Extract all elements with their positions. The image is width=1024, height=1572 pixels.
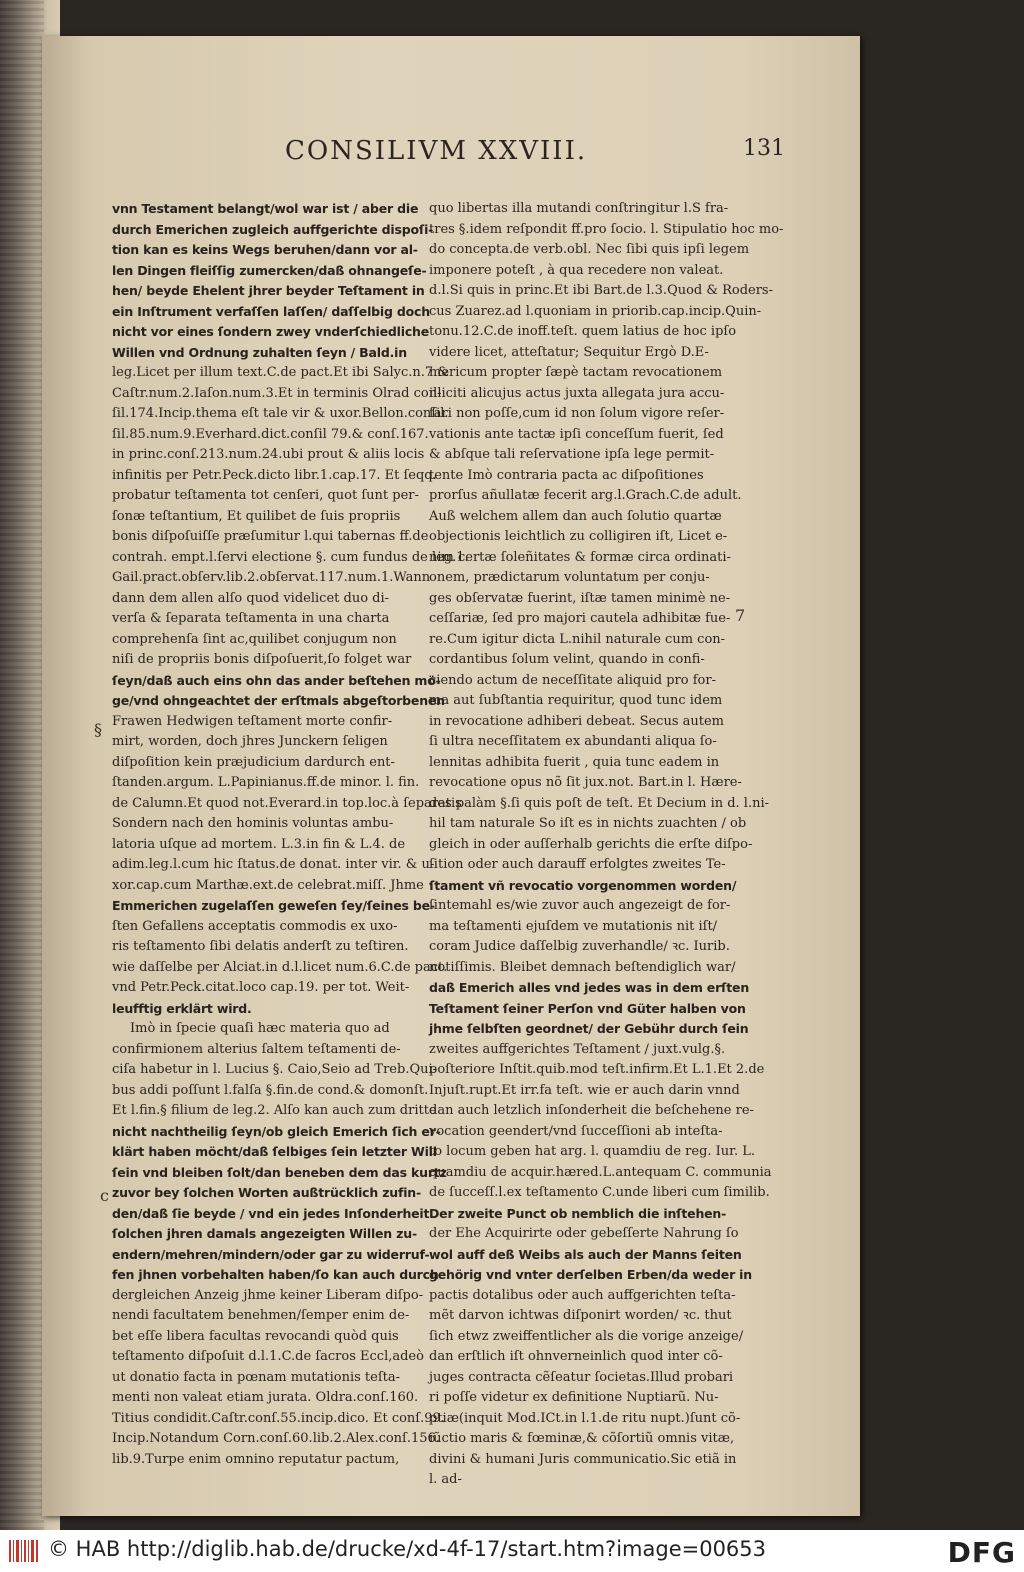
text-line: ris teſtamento ſibi delatis anderſt zu teſtiren. <box>112 939 409 954</box>
text-line: vationis ante tactæ ipſi conceſſum fuerit, ſed <box>429 426 724 442</box>
text-line: tonu.12.C.de inoff.teſt. quem latius de hoc ipſo <box>429 324 737 339</box>
text-line: cus Zuarez.ad l.quoniam in priorib.cap.incip.Quin- <box>429 303 762 319</box>
text-line: revocatione opus nõ ſit jux.not. Bart.in l. Hære- <box>429 775 742 790</box>
margin-note: § <box>94 720 102 739</box>
text-line: ſari non poſſe,cum id non ſolum vigore reſer- <box>429 406 725 421</box>
text-line: Titius condidit.Caſtr.conſ.55.incip.dico. Et conſ.99. <box>112 1410 445 1426</box>
text-line: ſein vnd bleiben ſolt/dan beneben dem das kurtz <box>112 1164 447 1180</box>
text-line: lennitas adhibita fuerit , quia tunc eadem in <box>429 754 720 770</box>
text-line: Injuſt.rupt.Et irr.fa teſt. wie er auch darin vnnd <box>429 1082 740 1098</box>
text-line: der Ehe Acquirirte oder gebeſſerte Nahrung ſo <box>429 1226 739 1241</box>
text-line: probatur teſtamenta tot cenſeri, quot ſunt per- <box>112 488 419 503</box>
text-line: bonis diſpoſuiſſe præſumitur l.qui tabernas ff.de <box>112 529 429 544</box>
text-line: imponere poteſt , à qua recedere non valeat. <box>429 262 724 278</box>
text-line: leufftig erklärt wird. <box>112 1000 252 1016</box>
text-line: nendi facultatem benehmen/ſemper enim de- <box>112 1308 410 1323</box>
text-line: ſil.85.num.9.Everhard.dict.conſil 79.& conſ.167. <box>112 426 429 442</box>
text-line: l. ad- <box>429 1472 462 1487</box>
text-line: ge/vnd ohngeachtet der erſtmals abgeſtorbenen <box>112 693 445 708</box>
text-line: Willen vnd Ordnung zuhalten ſeyn / Bald.in <box>112 344 407 360</box>
text-line: ciſa habetur in l. Lucius §. Caio,Seio ad Treb.Qui- <box>112 1062 438 1077</box>
text-line: Caſtr.num.2.Iaſon.num.3.Et in terminis Olrad con- <box>112 385 442 401</box>
text-line: quamdiu de acquir.hæred.L.antequam C. communia <box>429 1164 772 1180</box>
text-line: ceſſariæ, ſed pro majori cautela adhibitæ fue- <box>429 611 731 626</box>
dfg-logo: DFG <box>947 1536 1016 1569</box>
text-line: vocation geendert/vnd ſucceſſioni ab inteſta- <box>429 1123 723 1139</box>
barcode-icon <box>8 1538 40 1564</box>
book-page <box>42 36 860 1516</box>
text-line: juges contracta cẽſeatur ſocietas.Illud probari <box>429 1369 734 1385</box>
text-line: ſil.174.Incip.thema eſt tale vir & uxor.Bellon.conſil. <box>112 406 449 421</box>
text-line: ri poſſe videtur ex definitione Nuptiarũ. Nu- <box>429 1390 719 1405</box>
text-line: ciendo actum de neceſſitate aliquid pro for- <box>429 672 716 688</box>
text-line: contrah. empt.l.ſervi electione §. cum fundus de leg.1. <box>112 549 469 565</box>
text-line: tente Imò contraria pacta ac diſpoſitiones <box>429 467 704 483</box>
text-line: coram Judice daſſelbig zuverhandle/ ꝛc. Iurib. <box>429 939 730 954</box>
text-line: objectionis leichtlich zu colligiren iſt, Licet e- <box>429 529 728 544</box>
text-line: Teſtament ſeiner Perſon vnd Güter halben von <box>429 1000 746 1016</box>
text-line: ſition oder auch darauff erfolgtes zweites Te- <box>429 857 726 872</box>
text-line: Imò in ſpecie quaſi hæc materia quo ad <box>130 1021 390 1036</box>
text-line: tres §.idem reſpondit ff.pro ſocio. l. Stipulatio hoc mo- <box>429 221 784 237</box>
text-line: ſten Gefallens acceptatis commodis ex uxo- <box>112 918 398 934</box>
text-line: niſi de propriis bonis diſpoſuerit,ſo folget war <box>112 652 412 667</box>
text-line: videre licet, atteſtatur; Sequitur Ergò D.E- <box>429 344 709 360</box>
text-line: confirmionem alterius ſaltem teſtamenti de- <box>112 1041 401 1057</box>
text-line: lib.9.Turpe enim omnino reputatur pactum, <box>112 1451 400 1467</box>
text-line: de Calumn.Et quod not.Everard.in top.loc.à ſeparatis <box>112 795 462 811</box>
margin-note: 7 <box>735 606 746 625</box>
text-line: vnd Petr.Peck.citat.loco cap.19. per tot. Weit- <box>112 980 410 995</box>
text-line: wol auff deß Weibs als auch der Manns ſeiten <box>429 1246 742 1262</box>
running-head-title: CONSILIVM XXVIII. <box>285 136 588 166</box>
text-line: ſolchen jhren damals angezeigten Willen zu- <box>112 1226 417 1241</box>
text-line: adim.leg.l.cum hic ſtatus.de donat. inter vir. & u- <box>112 857 435 872</box>
text-line: Sondern nach den hominis voluntas ambu- <box>112 816 394 831</box>
text-line: mẽt darvon ichtwas diſponirt worden/ ꝛc. thut <box>429 1308 732 1323</box>
text-line: gehörig vnd vnter derſelben Erben/da weder in <box>429 1267 752 1282</box>
text-line: bet eſſe libera facultas revocandi quòd quis <box>112 1328 399 1344</box>
text-line: zuvor bey ſolchen Worten außtrücklich zufin- <box>112 1185 421 1200</box>
text-line: poſteriore Inſtit.quib.mod teſt.infirm.Et L.1.Et 2.de <box>429 1062 765 1077</box>
text-line: dann dem allen alſo quod videlicet duo di- <box>112 590 390 606</box>
text-line: hen/ beyde Ehelent jhrer beyder Teſtament in <box>112 283 425 298</box>
text-line: zweites auffgerichtes Teſtament / juxt.vulg.§. <box>429 1041 726 1057</box>
text-line: ſintemahl es/wie zuvor auch angezeigt de for- <box>429 898 731 913</box>
text-line: ſonæ teſtantium, Et quilibet de ſuis propriis <box>112 508 401 524</box>
text-line: hil tam naturale So iſt es in nichts zuachten / ob <box>429 816 747 831</box>
text-line: dan auch letzlich inſonderheit die beſchehene re- <box>429 1103 754 1118</box>
text-line: ſeyn/daß auch eins ohn das ander beſtehen mö- <box>112 672 441 688</box>
margin-note: c <box>100 1186 109 1205</box>
text-line: Gail.pract.obſerv.lib.2.obſervat.117.num.1.Wann <box>112 570 431 585</box>
text-line: ma aut ſubſtantia requiritur, quod tunc idem <box>429 693 723 708</box>
text-line: re.Cum igitur dicta L.nihil naturale cum con- <box>429 631 726 647</box>
text-line: ſi ultra neceſſitatem ex abundanti aliqua ſo- <box>429 734 717 749</box>
right-text-column <box>429 199 784 1491</box>
text-line: notiſſimis. Bleibet demnach beſtendiglich war/ <box>429 959 736 975</box>
text-line: ein Inſtrument verfaſſen laſſen/ daſſelbig doch <box>112 303 430 319</box>
text-line: dergleichen Anzeig jhme keiner Liberam diſpo- <box>112 1287 424 1303</box>
text-line: diſpoſition kein præjudicium dardurch ent- <box>112 754 395 770</box>
text-line: onem, prædictarum voluntatum per conju- <box>429 570 710 585</box>
text-line: ſich etwz zweiffentlicher als die vorige anzeige/ <box>429 1328 744 1344</box>
text-line: des palàm §.ſi quis poſt de teſt. Et Decium in d. l.ni- <box>429 795 770 811</box>
text-line: Et l.fin.§ filium de leg.2. Alſo kan auch zum dritte <box>112 1103 437 1118</box>
text-line: d.l.Si quis in princ.Et ibi Bart.de l.3.Quod & Roders- <box>429 283 773 298</box>
text-line: ſtament vñ revocatio vorgenommen worden/ <box>429 877 737 893</box>
text-line: comprehenſa ſint ac,quilibet conjugum non <box>112 631 397 647</box>
text-line: daß Emerich alles vnd jedes was in dem erſten <box>429 980 750 995</box>
text-line: ges obſervatæ fuerint, iſtæ tamen minimè ne- <box>429 590 731 606</box>
text-line: ptiæ(inquit Mod.ICt.in l.1.de ritu nupt.)ſunt cõ- <box>429 1410 741 1426</box>
text-line: Emmerichen zugelaſſen geweſen ſey/ſeines be- <box>112 898 435 913</box>
text-line: nim certæ ſoleñitates & formæ circa ordinati- <box>429 549 731 565</box>
text-line: leg.Licet per illum text.C.de pact.Et ibi Salyc.n.7.& <box>112 365 449 380</box>
text-line: illiciti alicujus actus juxta allegata jura accu- <box>429 385 725 401</box>
copyright-url[interactable]: © HAB http://diglib.hab.de/drucke/xd-4f-17/start.htm?image=00653 <box>48 1537 767 1561</box>
previous-page-edge <box>0 0 44 1530</box>
text-line: in princ.conſ.213.num.24.ubi prout & aliis locis <box>112 447 425 462</box>
running-head <box>285 136 785 166</box>
text-line: ſtanden.argum. L.Papinianus.ff.de minor. l. fin. <box>112 775 420 790</box>
left-text-column <box>112 199 469 1470</box>
text-line: Frawen Hedwigen teſtament morte confir- <box>112 713 393 729</box>
text-line: den/daß ſie beyde / vnd ein jedes Inſonderheit <box>112 1205 430 1221</box>
text-line: gleich in oder auſſerhalb gerichts die erſte diſpo- <box>429 836 753 852</box>
text-line: mericum propter ſæpè tactam revocationem <box>429 365 723 380</box>
footer-bar <box>0 1530 1024 1572</box>
text-line: vnn Testament belangt/wol war ist / aber die <box>112 201 419 216</box>
text-line: iũctio maris & fœminæ,& cõſortiũ omnis vitæ, <box>429 1431 735 1446</box>
text-line: Auß welchem allem dan auch ſolutio quartæ <box>429 508 722 524</box>
text-line: & abſque tali reſervatione ipſa lege permit- <box>429 447 715 462</box>
text-line: latoria uſque ad mortem. L.3.in fin & L.4. de <box>112 836 406 852</box>
text-line: cordantibus ſolum velint, quando in confi- <box>429 652 705 667</box>
text-line: tion kan es keins Wegs beruhen/dann vor al- <box>112 242 418 257</box>
text-line: pactis dotalibus oder auch auffgerichten teſta- <box>429 1287 736 1303</box>
text-line: infinitis per Petr.Peck.dicto libr.1.cap.17. Et ſeqq. <box>112 467 437 483</box>
text-line: ut donatio facta in pœnam mutationis teſta- <box>112 1369 401 1385</box>
text-line: bus addi poſſunt l.falſa §.fin.de cond.& domonſt. <box>112 1082 429 1098</box>
text-line: do concepta.de verb.obl. Nec ſibi quis ipſi legem <box>429 242 750 257</box>
folio-number: 131 <box>743 136 785 161</box>
text-line: teſtamento diſpoſuit d.l.1.C.de ſacros Eccl,adeò <box>112 1349 424 1364</box>
text-line: prorſus añullatæ fecerit arg.l.Grach.C.de adult. <box>429 488 742 503</box>
text-line: ma teſtamenti ejuſdem ve mutationis nit iſt/ <box>429 918 718 934</box>
text-line: endern/mehren/mindern/oder gar zu widerruf- <box>112 1246 430 1262</box>
text-line: fen jhnen vorbehalten haben/ſo kan auch durch <box>112 1267 439 1282</box>
text-line: Der zweite Punct ob nemblich die inſtehen- <box>429 1205 727 1221</box>
text-line: mirt, worden, doch jhres Junckern ſeligen <box>112 734 388 749</box>
text-line: klärt haben möcht/daß ſelbiges ſein letzter Will <box>112 1144 437 1159</box>
text-line: len Dingen fleiſſig zumercken/daß ohnangeſe- <box>112 262 427 278</box>
text-line: in revocatione adhiberi debeat. Secus autem <box>429 713 724 729</box>
text-line: nicht nachtheilig ſeyn/ob gleich Emerich ſich er- <box>112 1123 441 1139</box>
text-line: jhme ſelbſten geordnet/ der Gebühr durch ſein <box>429 1021 749 1036</box>
text-line: quo libertas illa mutandi conſtringitur l.S fra- <box>429 201 729 216</box>
text-line: wie daſſelbe per Alciat.in d.l.licet num.6.C.de pact. <box>112 959 448 975</box>
text-line: to locum geben hat arg. l. quamdiu de reg. Iur. L. <box>429 1144 755 1159</box>
text-line: dan erſtlich iſt ohnverneinlich quod inter cõ- <box>429 1349 723 1364</box>
text-line: xor.cap.cum Marthæ.ext.de celebrat.miſſ. Jhme <box>112 877 424 893</box>
text-line: durch Emerichen zugleich auffgerichte dispoſi- <box>112 221 434 237</box>
text-line: de ſucceſſ.l.ex teſtamento C.unde liberi cum ſimilib. <box>429 1185 770 1200</box>
text-line: menti non valeat etiam jurata. Oldra.conſ.160. <box>112 1390 419 1405</box>
text-line: verſa & ſeparata teſtamenta in una charta <box>112 611 390 626</box>
text-line: Incip.Notandum Corn.conſ.60.lib.2.Alex.conſ.156. <box>112 1431 440 1446</box>
text-line: nicht vor eines ſondern zwey vnderſchiedliche <box>112 324 430 339</box>
text-line: divini & humani Juris communicatio.Sic etiã in <box>429 1451 737 1467</box>
